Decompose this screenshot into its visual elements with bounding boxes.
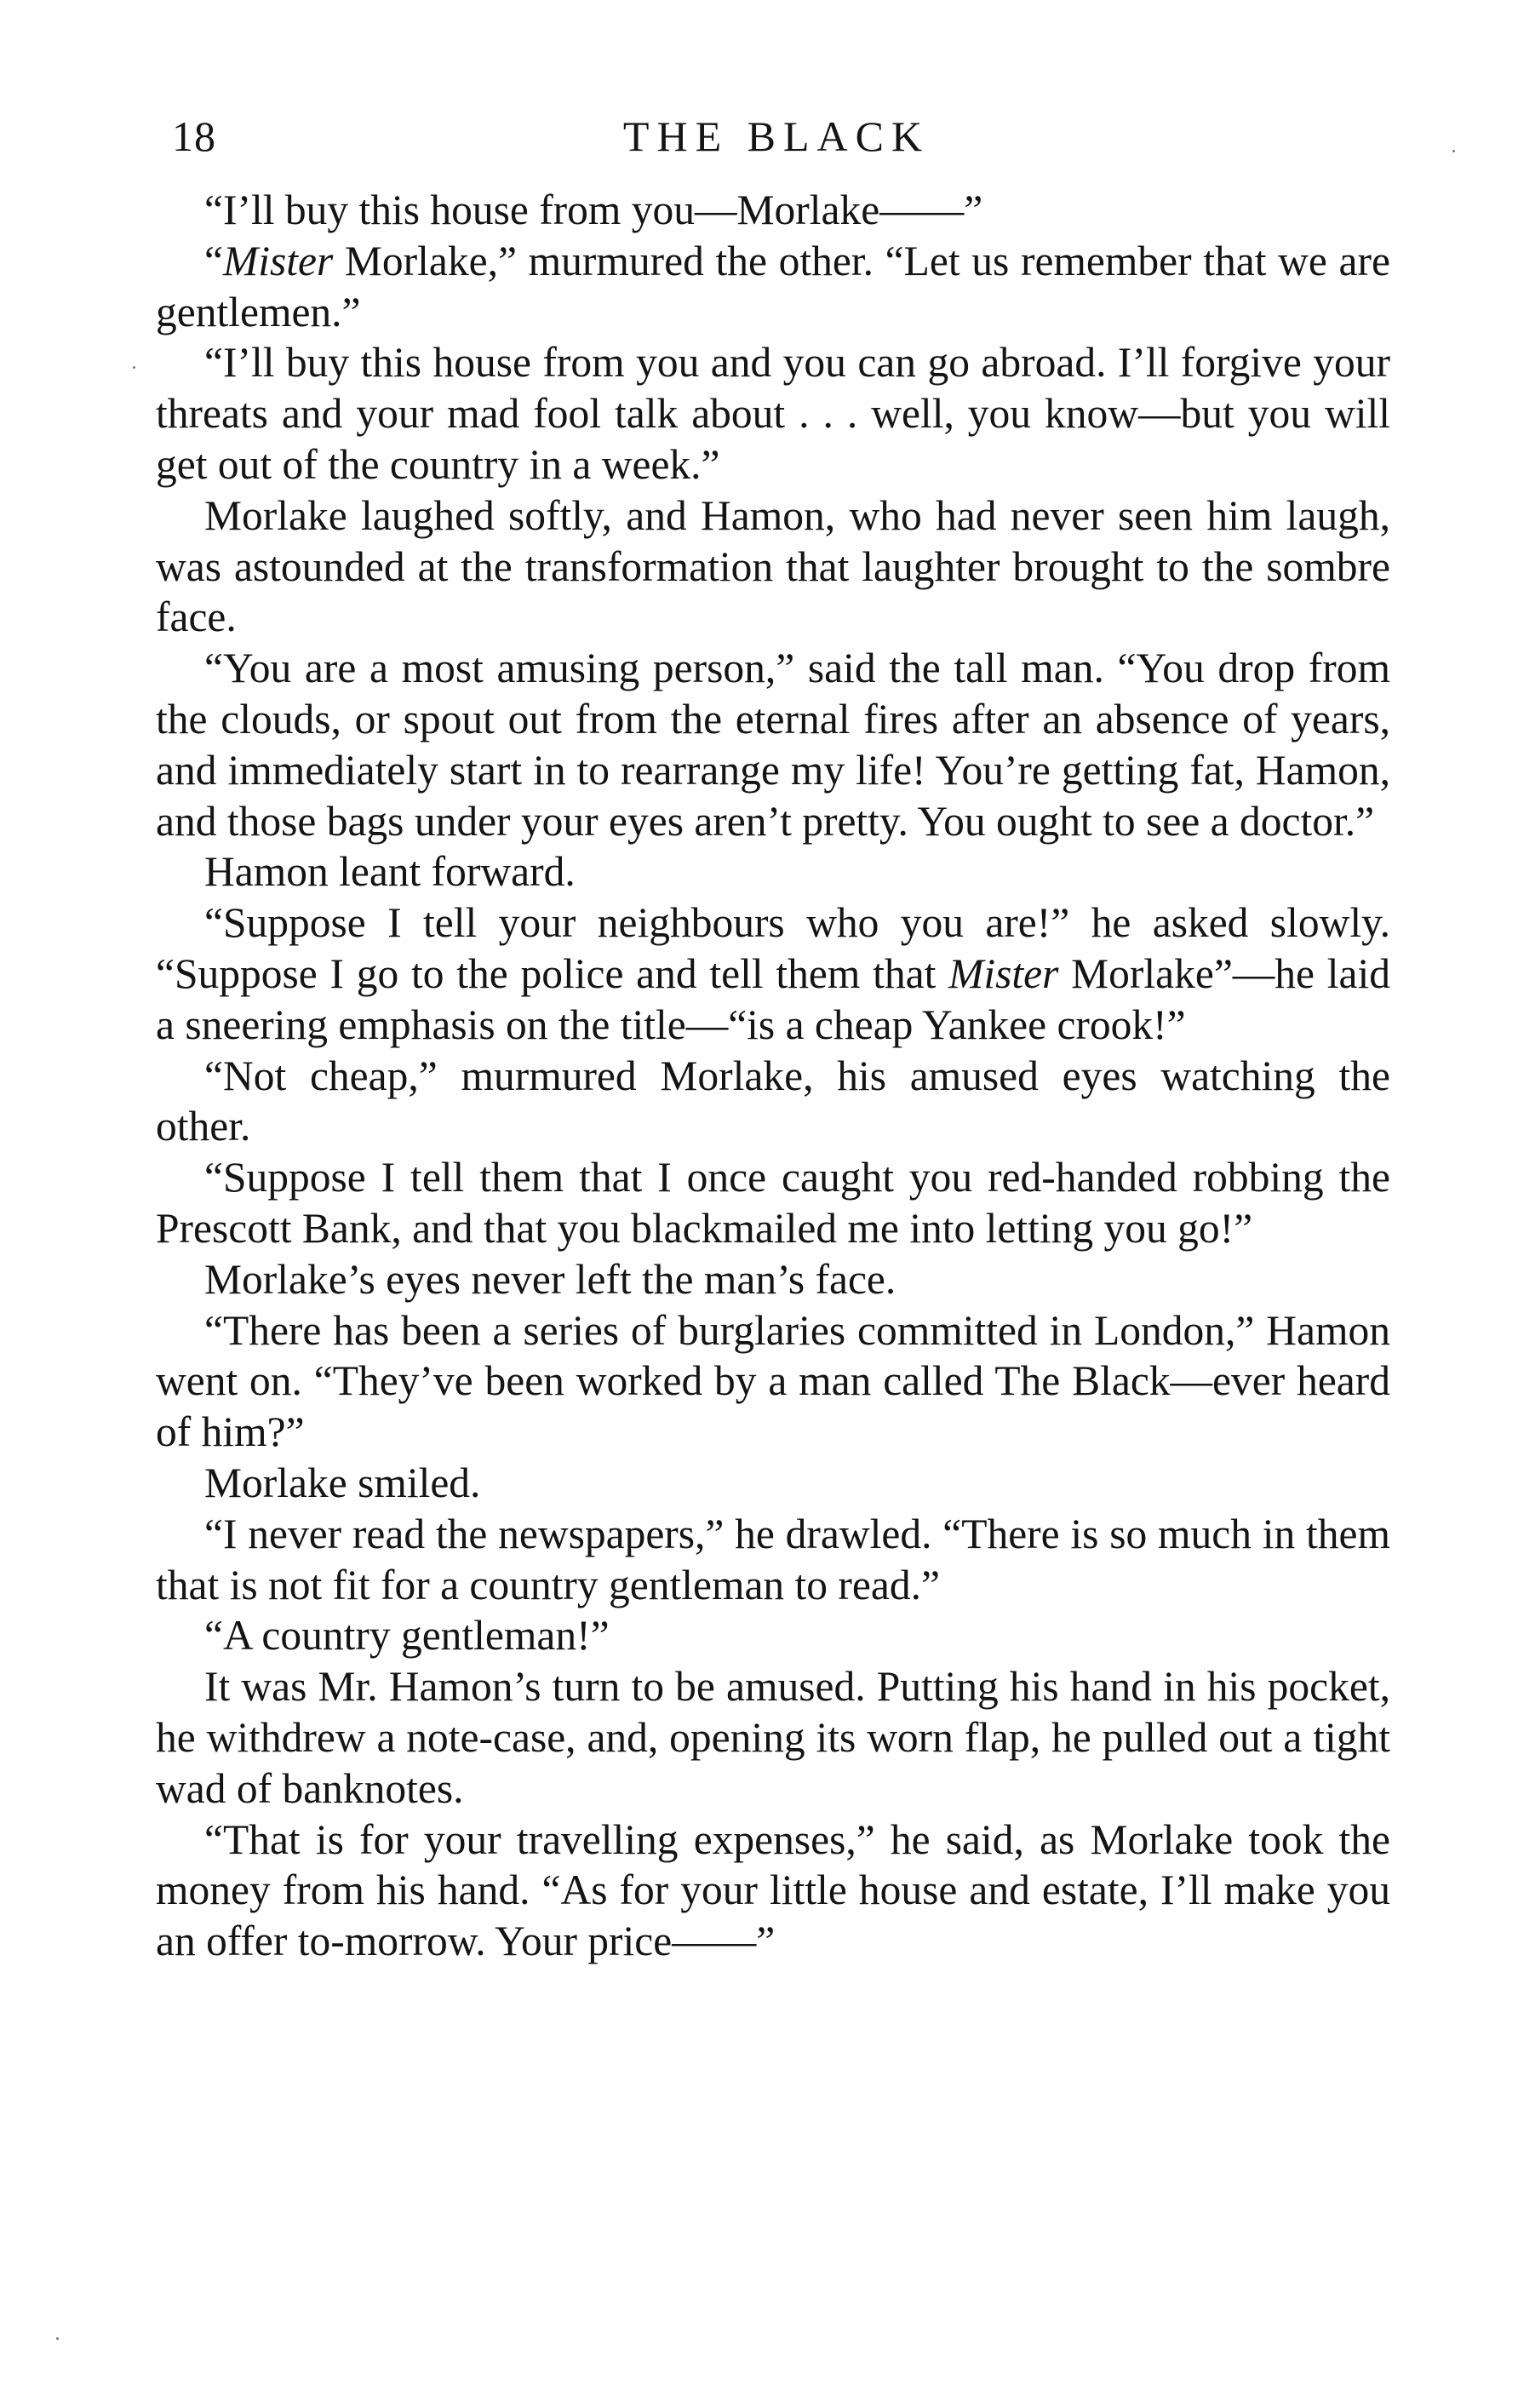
text-run: It was Mr. Hamon’s turn to be amused. Putting his hand in his pocket, he withdrew a note-case, and, opening its worn flap, he pulled out a tight wad of banknotes. bbox=[156, 1663, 1390, 1812]
paragraph bbox=[156, 1051, 1390, 1153]
text-run: “I’ll buy this house from you—Morlake——” bbox=[204, 186, 983, 233]
paragraph bbox=[156, 1458, 1390, 1509]
body-text bbox=[156, 185, 1390, 1967]
italic-text: Mister bbox=[948, 949, 1059, 997]
text-run: Morlake’s eyes never left the man’s face. bbox=[204, 1255, 896, 1303]
paragraph bbox=[156, 846, 1390, 897]
paragraph bbox=[156, 897, 1390, 1050]
paragraph bbox=[156, 643, 1390, 846]
paragraph bbox=[156, 337, 1390, 490]
paragraph bbox=[156, 185, 1390, 236]
text-run: “Not cheap,” murmured Morlake, his amused eyes watching the other. bbox=[156, 1052, 1390, 1150]
text-run: “ bbox=[204, 237, 223, 284]
page-number: 18 bbox=[172, 112, 216, 160]
running-head bbox=[153, 109, 1388, 163]
scan-speck bbox=[133, 366, 135, 369]
scan-speck bbox=[56, 2337, 59, 2340]
italic-text: Mister bbox=[222, 237, 334, 284]
text-run: Morlake laughed softly, and Hamon, who had never seen him laugh, was astounded at the transformation that laughter brought to the sombre face. bbox=[156, 491, 1390, 641]
text-run: “Suppose I tell them that I once caught you red-handed robbing the Prescott Bank, and that you blackmailed me into letting you go!” bbox=[156, 1154, 1390, 1252]
text-run: “There has been a series of burglaries committed in London,” Hamon went on. “They’ve been worked by a man called The Black—ever heard of him?” bbox=[156, 1306, 1390, 1456]
text-run: “I’ll buy this house from you and you can go abroad. I’ll forgive your threats and your mad fool talk about . . . well, you know—but you will get out of the country in a week.” bbox=[156, 339, 1390, 488]
paragraph bbox=[156, 490, 1390, 643]
paragraph bbox=[156, 1254, 1390, 1305]
running-title: THE BLACK bbox=[622, 112, 931, 160]
paragraph bbox=[156, 1661, 1390, 1814]
text-run: “You are a most amusing person,” said the tall man. “You drop from the clouds, or spout out from the eternal fires after an absence of years, and immediately start in to rearrange my life! You’re getting fat, Hamon, and those bags under your eyes aren’t pretty. You ought to see a doctor.” bbox=[156, 645, 1390, 845]
paragraph bbox=[156, 1815, 1390, 1967]
paragraph bbox=[156, 1305, 1390, 1458]
paragraph bbox=[156, 1152, 1390, 1254]
text-run: Morlake,” murmured the other. “Let us remember that we are gentlemen.” bbox=[156, 237, 1390, 335]
text-run: “A country gentleman!” bbox=[204, 1612, 610, 1660]
text-run: Hamon leant forward. bbox=[204, 848, 576, 896]
paragraph bbox=[156, 1509, 1390, 1611]
paragraph bbox=[156, 236, 1390, 338]
text-run: “Suppose I tell your neighbours who you are!” he asked slowly. “Suppose I go to the police and tell them that bbox=[156, 899, 1390, 997]
text-run: Morlake smiled. bbox=[204, 1459, 481, 1506]
paragraph bbox=[156, 1610, 1390, 1661]
text-run: Morlake”—he laid a sneering emphasis on the title—“is a cheap Yankee crook!” bbox=[156, 949, 1390, 1048]
text-run: “That is for your travelling expenses,” he said, as Morlake took the money from his hand. “As for your little house and estate, I’ll make you an offer to-morrow. Your price——” bbox=[156, 1815, 1390, 1965]
scan-speck bbox=[1452, 150, 1455, 152]
text-run: “I never read the newspapers,” he drawled. “There is so much in them that is not fit for a country gentleman to read.” bbox=[156, 1510, 1390, 1608]
